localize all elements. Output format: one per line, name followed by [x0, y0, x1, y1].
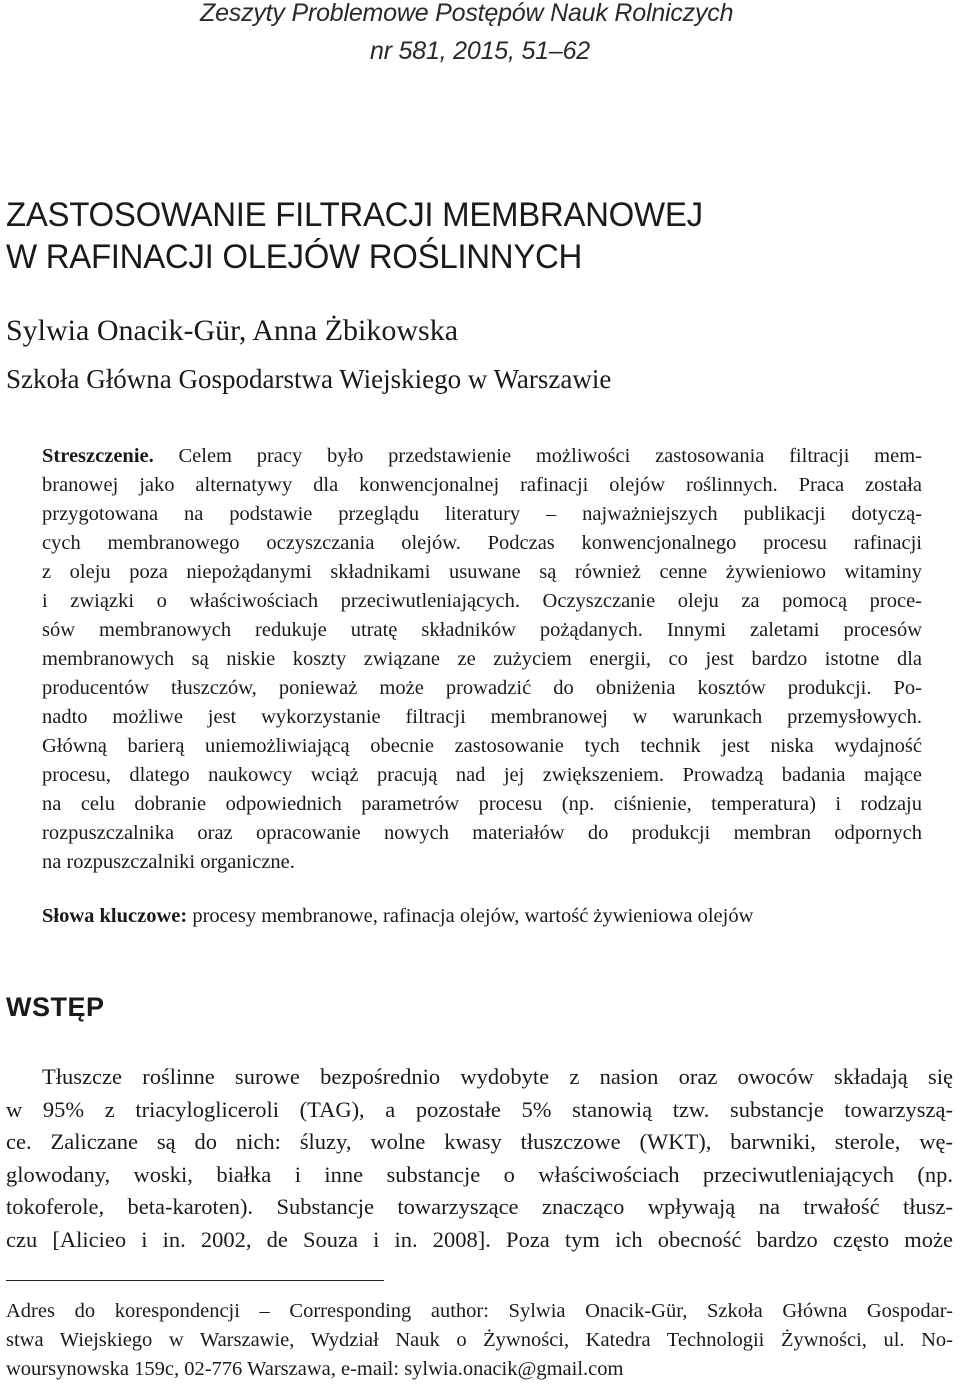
- affiliation: Szkoła Główna Gospodarstwa Wiejskiego w Warszawie: [6, 364, 612, 394]
- footnote-line: stwa Wiejskiego w Warszawie, Wydział Nauk o Żywności, Katedra Technologii Żywności, ul. No-: [6, 1329, 953, 1351]
- article-title-line-2: W RAFINACJI OLEJÓW ROŚLINNYCH: [6, 238, 583, 276]
- abstract-line: sów membranowych redukuje utratę składników pożądanych. Innymi zaletami procesów: [42, 619, 922, 641]
- abstract-line: Główną barierą uniemożliwiającą obecnie zastosowanie tych technik jest niska wydajność: [42, 735, 922, 757]
- abstract-line: cych membranowego oczyszczania olejów. Podczas konwencjonalnego procesu rafinacji: [42, 532, 922, 554]
- article-title-line-1: ZASTOSOWANIE FILTRACJI MEMBRANOWEJ: [6, 196, 703, 234]
- footnote-line: Adres do korespondencji – Corresponding author: Sylwia Onacik-Gür, Szkoła Główna Gospodar-: [6, 1300, 953, 1322]
- authors: Sylwia Onacik-Gür, Anna Żbikowska: [6, 314, 459, 347]
- abstract-line: na rozpuszczalniki organiczne.: [42, 851, 295, 873]
- abstract-line: membranowych są niskie koszty związane ze zużyciem energii, co jest bardzo istotne dla: [42, 648, 922, 670]
- footnote-separator: [6, 1280, 384, 1281]
- abstract-line: rozpuszczalnika oraz opracowanie nowych materiałów do produkcji membran odpornych: [42, 822, 922, 844]
- body-line: glowodany, woski, białka i inne substancje o właściwościach przeciwutleniających (np.: [6, 1161, 953, 1187]
- article-title: [6, 194, 928, 278]
- body-line: Tłuszcze roślinne surowe bezpośrednio wydobyte z nasion oraz owoców składają się: [42, 1064, 953, 1089]
- abstract-line: procesu, dlatego naukowcy wciąż pracują nad jej zwiększeniem. Prowadzą badania mające: [42, 764, 922, 786]
- abstract-line: przygotowana na podstawie przeglądu literatury – najważniejszych publikacji dotyczą-: [42, 503, 922, 525]
- keywords-text: procesy membranowe, rafinacja olejów, wartość żywieniowa olejów: [187, 905, 754, 927]
- abstract-line: branowej jako alternatywy dla konwencjonalnej rafinacji olejów roślinnych. Praca została: [42, 474, 922, 496]
- journal-name: Zeszyty Problemowe Postępów Nauk Rolniczych: [200, 0, 734, 27]
- journal-issue: nr 581, 2015, 51–62: [369, 37, 590, 65]
- keywords-label: Słowa kluczowe:: [42, 905, 188, 927]
- abstract-line: nadto możliwe jest wykorzystanie filtracji membranowej w warunkach przemysłowych.: [42, 706, 922, 728]
- body-line: w 95% z triacylogliceroli (TAG), a pozostałe 5% stanowią tzw. substancje towarzyszą-: [6, 1096, 953, 1122]
- body-text: [6, 1061, 953, 1256]
- body-line: czu [Alicieo i in. 2002, de Souza i in. 2008]. Poza tym ich obecność bardzo często może: [6, 1226, 953, 1252]
- body-line: ce. Zaliczane są do nich: śluzy, wolne kwasy tłuszczowe (WKT), barwniki, sterole, wę-: [6, 1129, 953, 1154]
- abstract-line: i związki o właściwościach przeciwutleniających. Oczyszczanie oleju za pomocą proce-: [42, 590, 922, 612]
- abstract-line: producentów tłuszczów, ponieważ może prowadzić do obniżenia kosztów produkcji. Po-: [42, 677, 922, 699]
- abstract-label: Streszczenie.: [42, 445, 154, 467]
- footnote-line: woursynowska 159c, 02-776 Warszawa, e-mail: sylwia.onacik@gmail.com: [6, 1358, 624, 1380]
- abstract-line: Streszczenie. Celem pracy było przedstawienie możliwości zastosowania filtracji mem-: [42, 445, 922, 467]
- abstract: [42, 442, 922, 877]
- abstract-line: na celu dobranie odpowiednich parametrów procesu (np. ciśnienie, temperatura) i rodzaju: [42, 793, 922, 815]
- footnote: [6, 1297, 953, 1384]
- keywords: [42, 902, 922, 931]
- section-heading: WSTĘP: [6, 992, 105, 1022]
- abstract-line: z oleju poza niepożądanymi składnikami usuwane są również cenne żywieniowo witaminy: [42, 561, 922, 583]
- body-line: tokoferole, beta-karoten). Substancje towarzyszące znacząco wpływają na trwałość tłusz-: [6, 1194, 953, 1219]
